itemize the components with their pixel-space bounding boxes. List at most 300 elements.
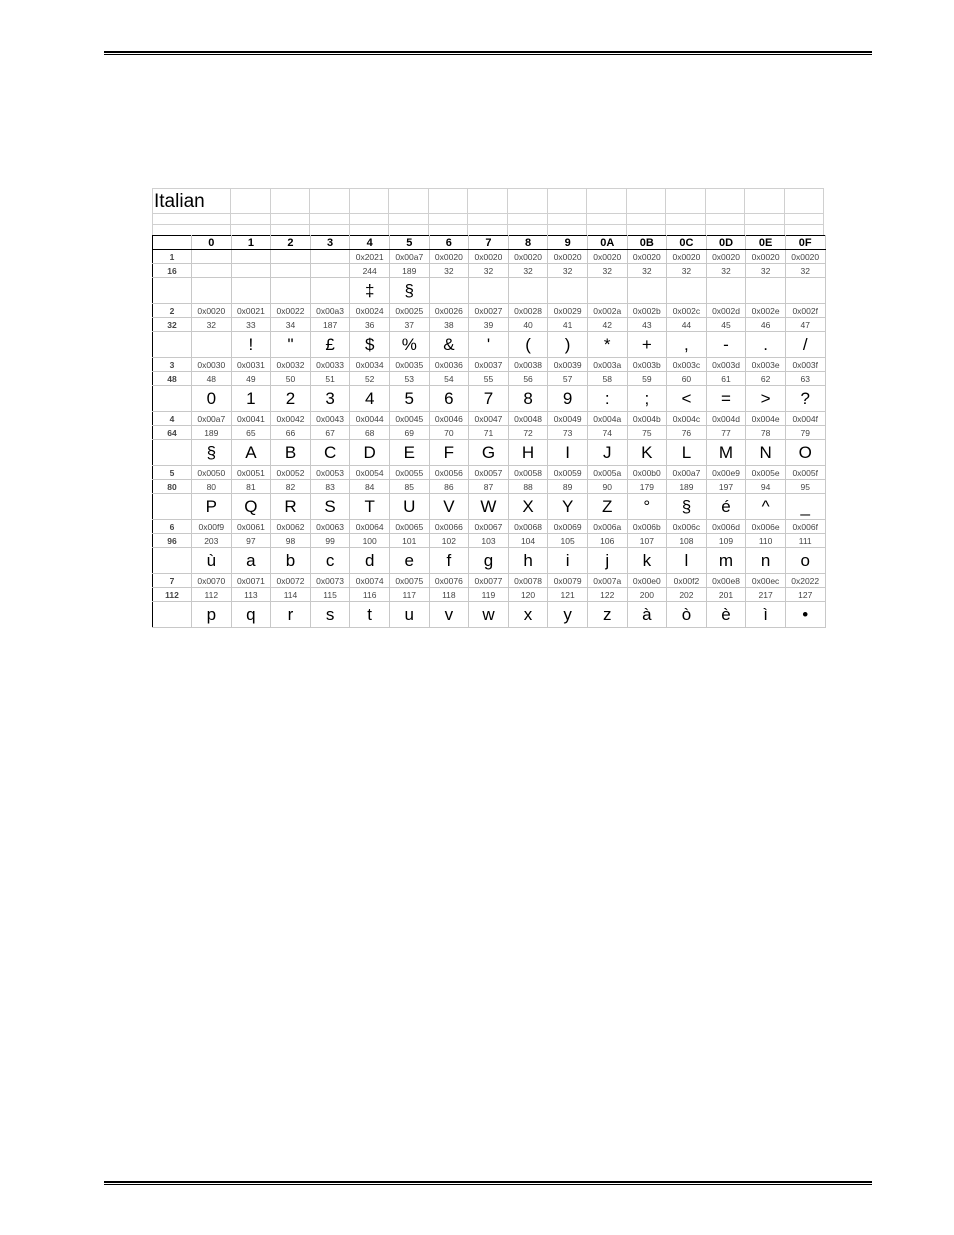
decimal-code-cell: 32 — [192, 318, 232, 332]
decimal-code-cell: 77 — [706, 426, 746, 440]
hex-code-cell: 0x0043 — [310, 412, 350, 426]
decimal-code-cell: 32 — [587, 264, 627, 278]
glyph-cell: v — [429, 602, 469, 628]
hex-code-cell: 0x00b0 — [627, 466, 667, 480]
hex-code-cell: 0x0061 — [231, 520, 271, 534]
glyph-cell: O — [785, 440, 825, 466]
hex-code-cell: 0x00ec — [746, 574, 786, 588]
table-row — [153, 534, 826, 548]
decimal-code-cell: 34 — [271, 318, 311, 332]
hex-code-cell: 0x0037 — [469, 358, 509, 372]
row-label: 64 — [153, 426, 192, 440]
glyph-cell: h — [508, 548, 548, 574]
decimal-code-cell — [192, 264, 232, 278]
decimal-code-cell: 65 — [231, 426, 271, 440]
decimal-code-cell: 114 — [271, 588, 311, 602]
hex-code-cell: 0x0038 — [508, 358, 548, 372]
table-row — [153, 386, 826, 412]
glyph-cell: s — [310, 602, 350, 628]
hex-code-cell: 0x004a — [587, 412, 627, 426]
decimal-code-cell: 117 — [389, 588, 429, 602]
hex-code-cell: 0x0030 — [192, 358, 232, 372]
hex-code-cell: 0x0020 — [548, 250, 588, 264]
hex-code-cell: 0x007a — [587, 574, 627, 588]
glyph-cell: T — [350, 494, 390, 520]
hex-code-cell: 0x0079 — [548, 574, 588, 588]
decimal-code-cell: 187 — [310, 318, 350, 332]
glyph-cell: ' — [469, 332, 509, 358]
glyph-cell: n — [746, 548, 786, 574]
glyph-cell: G — [469, 440, 509, 466]
row-label: 1 — [153, 250, 192, 264]
decimal-code-cell — [271, 264, 311, 278]
decimal-code-cell: 121 — [548, 588, 588, 602]
decimal-code-cell: 36 — [350, 318, 390, 332]
table-row — [153, 480, 826, 494]
hex-code-cell: 0x0020 — [627, 250, 667, 264]
hex-code-cell: 0x0056 — [429, 466, 469, 480]
hex-code-cell: 0x00e9 — [706, 466, 746, 480]
hex-code-cell: 0x00a7 — [667, 466, 707, 480]
hex-code-cell — [231, 250, 271, 264]
sheet-empty-grid — [152, 188, 824, 235]
hex-code-cell: 0x0034 — [350, 358, 390, 372]
table-row — [153, 574, 826, 588]
hex-code-cell: 0x0070 — [192, 574, 232, 588]
table-row — [153, 264, 826, 278]
decimal-code-cell: 78 — [746, 426, 786, 440]
glyph-cell — [667, 278, 707, 304]
glyph-cell: c — [310, 548, 350, 574]
row-label: 16 — [153, 264, 192, 278]
decimal-code-cell: 67 — [310, 426, 350, 440]
table-row — [153, 332, 826, 358]
decimal-code-cell: 81 — [231, 480, 271, 494]
decimal-code-cell: 40 — [508, 318, 548, 332]
decimal-code-cell: 37 — [389, 318, 429, 332]
hex-code-cell — [271, 250, 311, 264]
column-header: 5 — [389, 236, 429, 250]
glyph-cell — [508, 278, 548, 304]
decimal-code-cell: 102 — [429, 534, 469, 548]
decimal-code-cell: 79 — [785, 426, 825, 440]
table-row — [153, 304, 826, 318]
hex-code-cell: 0x0075 — [389, 574, 429, 588]
hex-code-cell: 0x0077 — [469, 574, 509, 588]
table-row — [153, 548, 826, 574]
glyph-cell: X — [508, 494, 548, 520]
glyph-cell: , — [667, 332, 707, 358]
glyph-cell: ; — [627, 386, 667, 412]
decimal-code-cell: 98 — [271, 534, 311, 548]
hex-code-cell: 0x003b — [627, 358, 667, 372]
glyph-cell: d — [350, 548, 390, 574]
row-label: 4 — [153, 412, 192, 426]
hex-code-cell: 0x0044 — [350, 412, 390, 426]
decimal-code-cell: 89 — [548, 480, 588, 494]
character-grid — [152, 235, 826, 628]
glyph-cell: § — [389, 278, 429, 304]
hex-code-cell: 0x0036 — [429, 358, 469, 372]
hex-code-cell: 0x0020 — [587, 250, 627, 264]
hex-code-cell: 0x004b — [627, 412, 667, 426]
glyph-cell: N — [746, 440, 786, 466]
glyph-cell — [310, 278, 350, 304]
hex-code-cell: 0x002f — [785, 304, 825, 318]
header-corner-cell — [153, 236, 192, 250]
hex-code-cell: 0x0064 — [350, 520, 390, 534]
hex-code-cell: 0x006d — [706, 520, 746, 534]
hex-code-cell: 0x002b — [627, 304, 667, 318]
table-row — [153, 426, 826, 440]
glyph-cell: y — [548, 602, 588, 628]
glyph-cell: ° — [627, 494, 667, 520]
hex-code-cell: 0x002c — [667, 304, 707, 318]
decimal-code-cell: 101 — [389, 534, 429, 548]
top-rule — [104, 51, 872, 55]
decimal-code-cell: 60 — [667, 372, 707, 386]
glyph-cell: 3 — [310, 386, 350, 412]
decimal-code-cell: 112 — [192, 588, 232, 602]
decimal-code-cell: 62 — [746, 372, 786, 386]
decimal-code-cell: 116 — [350, 588, 390, 602]
hex-code-cell: 0x0029 — [548, 304, 588, 318]
decimal-code-cell: 87 — [469, 480, 509, 494]
decimal-code-cell: 32 — [548, 264, 588, 278]
row-label-empty — [153, 548, 192, 574]
table-row — [153, 318, 826, 332]
glyph-cell: r — [271, 602, 311, 628]
glyph-cell: • — [785, 602, 825, 628]
glyph-cell: Q — [231, 494, 271, 520]
glyph-cell: 2 — [271, 386, 311, 412]
decimal-code-cell: 189 — [667, 480, 707, 494]
glyph-cell: l — [667, 548, 707, 574]
hex-code-cell — [192, 250, 232, 264]
decimal-code-cell: 72 — [508, 426, 548, 440]
hex-code-cell: 0x0020 — [785, 250, 825, 264]
hex-code-cell: 0x0076 — [429, 574, 469, 588]
glyph-cell: k — [627, 548, 667, 574]
glyph-cell: q — [231, 602, 271, 628]
column-header: 9 — [548, 236, 588, 250]
hex-code-cell: 0x0078 — [508, 574, 548, 588]
decimal-code-cell: 50 — [271, 372, 311, 386]
decimal-code-cell: 85 — [389, 480, 429, 494]
decimal-code-cell: 100 — [350, 534, 390, 548]
glyph-cell — [746, 278, 786, 304]
decimal-code-cell: 59 — [627, 372, 667, 386]
hex-code-cell: 0x002e — [746, 304, 786, 318]
column-header: 1 — [231, 236, 271, 250]
glyph-cell: I — [548, 440, 588, 466]
hex-code-cell: 0x003a — [587, 358, 627, 372]
decimal-code-cell: 33 — [231, 318, 271, 332]
glyph-cell: ò — [667, 602, 707, 628]
top-rule-thin — [104, 54, 872, 55]
table-row — [153, 440, 826, 466]
glyph-cell: % — [389, 332, 429, 358]
glyph-cell: 9 — [548, 386, 588, 412]
hex-code-cell: 0x2021 — [350, 250, 390, 264]
hex-code-cell: 0x0022 — [271, 304, 311, 318]
decimal-code-cell: 47 — [785, 318, 825, 332]
glyph-cell: 6 — [429, 386, 469, 412]
hex-code-cell: 0x003d — [706, 358, 746, 372]
hex-code-cell: 0x0020 — [192, 304, 232, 318]
glyph-cell: S — [310, 494, 350, 520]
bottom-rule-thick — [104, 1181, 872, 1183]
decimal-code-cell: 61 — [706, 372, 746, 386]
column-header: 6 — [429, 236, 469, 250]
decimal-code-cell: 42 — [587, 318, 627, 332]
glyph-cell: W — [469, 494, 509, 520]
decimal-code-cell: 32 — [746, 264, 786, 278]
hex-code-cell: 0x0057 — [469, 466, 509, 480]
glyph-cell — [587, 278, 627, 304]
hex-code-cell: 0x005f — [785, 466, 825, 480]
glyph-cell: & — [429, 332, 469, 358]
decimal-code-cell: 41 — [548, 318, 588, 332]
glyph-cell: t — [350, 602, 390, 628]
hex-code-cell: 0x0065 — [389, 520, 429, 534]
hex-code-cell: 0x003e — [746, 358, 786, 372]
hex-code-cell: 0x00a7 — [192, 412, 232, 426]
decimal-code-cell: 105 — [548, 534, 588, 548]
decimal-code-cell: 32 — [508, 264, 548, 278]
decimal-code-cell: 39 — [469, 318, 509, 332]
row-label: 112 — [153, 588, 192, 602]
glyph-cell — [627, 278, 667, 304]
glyph-cell: " — [271, 332, 311, 358]
table-row — [153, 494, 826, 520]
hex-code-cell: 0x0068 — [508, 520, 548, 534]
hex-code-cell: 0x005e — [746, 466, 786, 480]
decimal-code-cell: 122 — [587, 588, 627, 602]
glyph-cell — [192, 278, 232, 304]
hex-code-cell: 0x0020 — [429, 250, 469, 264]
hex-code-cell: 0x002a — [587, 304, 627, 318]
row-label-empty — [153, 440, 192, 466]
glyph-cell: B — [271, 440, 311, 466]
hex-code-cell: 0x003f — [785, 358, 825, 372]
hex-code-cell: 0x0062 — [271, 520, 311, 534]
hex-code-cell: 0x0020 — [667, 250, 707, 264]
glyph-cell: j — [587, 548, 627, 574]
hex-code-cell — [310, 250, 350, 264]
hex-code-cell: 0x0046 — [429, 412, 469, 426]
decimal-code-cell: 109 — [706, 534, 746, 548]
hex-code-cell: 0x006f — [785, 520, 825, 534]
decimal-code-cell: 179 — [627, 480, 667, 494]
glyph-cell: m — [706, 548, 746, 574]
decimal-code-cell: 118 — [429, 588, 469, 602]
hex-code-cell: 0x004f — [785, 412, 825, 426]
hex-code-cell: 0x0020 — [469, 250, 509, 264]
glyph-cell: a — [231, 548, 271, 574]
row-label: 5 — [153, 466, 192, 480]
decimal-code-cell: 244 — [350, 264, 390, 278]
hex-code-cell: 0x004d — [706, 412, 746, 426]
hex-code-cell: 0x0051 — [231, 466, 271, 480]
hex-code-cell: 0x0071 — [231, 574, 271, 588]
glyph-cell — [192, 332, 232, 358]
glyph-cell: H — [508, 440, 548, 466]
decimal-code-cell: 32 — [706, 264, 746, 278]
hex-code-cell: 0x0020 — [508, 250, 548, 264]
hex-code-cell: 0x004c — [667, 412, 707, 426]
hex-code-cell: 0x00f2 — [667, 574, 707, 588]
glyph-cell: + — [627, 332, 667, 358]
glyph-cell: 8 — [508, 386, 548, 412]
hex-code-cell: 0x0069 — [548, 520, 588, 534]
hex-code-cell: 0x0055 — [389, 466, 429, 480]
row-label-empty — [153, 386, 192, 412]
hex-code-cell: 0x0041 — [231, 412, 271, 426]
hex-code-cell: 0x0072 — [271, 574, 311, 588]
glyph-cell: 0 — [192, 386, 232, 412]
glyph-cell: . — [746, 332, 786, 358]
hex-code-cell: 0x0042 — [271, 412, 311, 426]
decimal-code-cell: 51 — [310, 372, 350, 386]
glyph-cell — [271, 278, 311, 304]
glyph-cell: : — [587, 386, 627, 412]
hex-code-cell: 0x0035 — [389, 358, 429, 372]
column-header: 0D — [706, 236, 746, 250]
glyph-cell: R — [271, 494, 311, 520]
hex-code-cell: 0x0063 — [310, 520, 350, 534]
glyph-cell: ) — [548, 332, 588, 358]
column-header: 0C — [667, 236, 707, 250]
decimal-code-cell: 52 — [350, 372, 390, 386]
hex-code-cell: 0x00f9 — [192, 520, 232, 534]
glyph-cell: x — [508, 602, 548, 628]
decimal-code-cell: 120 — [508, 588, 548, 602]
row-label-empty — [153, 602, 192, 628]
decimal-code-cell: 189 — [192, 426, 232, 440]
column-header: 7 — [469, 236, 509, 250]
hex-code-cell: 0x0053 — [310, 466, 350, 480]
column-header: 4 — [350, 236, 390, 250]
row-label: 96 — [153, 534, 192, 548]
decimal-code-cell: 56 — [508, 372, 548, 386]
column-header: 0 — [192, 236, 232, 250]
hex-code-cell: 0x0025 — [389, 304, 429, 318]
decimal-code-cell: 95 — [785, 480, 825, 494]
glyph-cell: ì — [746, 602, 786, 628]
glyph-cell — [469, 278, 509, 304]
row-label: 2 — [153, 304, 192, 318]
decimal-code-cell: 94 — [746, 480, 786, 494]
decimal-code-cell: 74 — [587, 426, 627, 440]
glyph-cell: § — [667, 494, 707, 520]
decimal-code-cell: 55 — [469, 372, 509, 386]
hex-code-cell: 0x0026 — [429, 304, 469, 318]
row-label-empty — [153, 278, 192, 304]
decimal-code-cell: 46 — [746, 318, 786, 332]
decimal-code-cell: 54 — [429, 372, 469, 386]
decimal-code-cell: 84 — [350, 480, 390, 494]
glyph-cell — [785, 278, 825, 304]
decimal-code-cell: 217 — [746, 588, 786, 602]
table-row — [153, 602, 826, 628]
glyph-cell: = — [706, 386, 746, 412]
glyph-cell: A — [231, 440, 271, 466]
decimal-code-cell: 110 — [746, 534, 786, 548]
table-row — [153, 588, 826, 602]
glyph-cell: D — [350, 440, 390, 466]
glyph-cell: f — [429, 548, 469, 574]
glyph-cell: o — [785, 548, 825, 574]
decimal-code-cell: 127 — [785, 588, 825, 602]
table-row — [153, 466, 826, 480]
row-label: 6 — [153, 520, 192, 534]
row-label: 48 — [153, 372, 192, 386]
glyph-cell: K — [627, 440, 667, 466]
decimal-code-cell: 203 — [192, 534, 232, 548]
row-label: 32 — [153, 318, 192, 332]
decimal-code-cell: 108 — [667, 534, 707, 548]
glyph-cell: 5 — [389, 386, 429, 412]
glyph-cell: M — [706, 440, 746, 466]
row-label-empty — [153, 494, 192, 520]
glyph-cell: < — [667, 386, 707, 412]
column-header: 0E — [746, 236, 786, 250]
decimal-code-cell: 106 — [587, 534, 627, 548]
decimal-code-cell: 48 — [192, 372, 232, 386]
table-row — [153, 358, 826, 372]
glyph-cell: £ — [310, 332, 350, 358]
decimal-code-cell: 32 — [469, 264, 509, 278]
decimal-code-cell: 32 — [627, 264, 667, 278]
hex-code-cell: 0x00a3 — [310, 304, 350, 318]
decimal-code-cell: 197 — [706, 480, 746, 494]
decimal-code-cell: 43 — [627, 318, 667, 332]
decimal-code-cell: 201 — [706, 588, 746, 602]
hex-code-cell: 0x0032 — [271, 358, 311, 372]
decimal-code-cell: 115 — [310, 588, 350, 602]
hex-code-cell: 0x002d — [706, 304, 746, 318]
decimal-code-cell: 58 — [587, 372, 627, 386]
decimal-code-cell: 49 — [231, 372, 271, 386]
table-row — [153, 278, 826, 304]
decimal-code-cell: 63 — [785, 372, 825, 386]
decimal-code-cell: 111 — [785, 534, 825, 548]
hex-code-cell: 0x0059 — [548, 466, 588, 480]
glyph-cell: ^ — [746, 494, 786, 520]
decimal-code-cell: 70 — [429, 426, 469, 440]
glyph-cell — [706, 278, 746, 304]
glyph-cell: ‡ — [350, 278, 390, 304]
hex-code-cell: 0x006a — [587, 520, 627, 534]
hex-code-cell: 0x0049 — [548, 412, 588, 426]
glyph-cell: è — [706, 602, 746, 628]
decimal-code-cell: 90 — [587, 480, 627, 494]
glyph-cell: / — [785, 332, 825, 358]
column-header: 3 — [310, 236, 350, 250]
hex-code-cell: 0x0027 — [469, 304, 509, 318]
decimal-code-cell: 69 — [389, 426, 429, 440]
decimal-code-cell: 113 — [231, 588, 271, 602]
glyph-cell — [231, 278, 271, 304]
bottom-rule — [104, 1181, 872, 1185]
decimal-code-cell — [231, 264, 271, 278]
glyph-cell: à — [627, 602, 667, 628]
table-row — [153, 372, 826, 386]
decimal-code-cell: 119 — [469, 588, 509, 602]
decimal-code-cell: 53 — [389, 372, 429, 386]
glyph-cell: * — [587, 332, 627, 358]
